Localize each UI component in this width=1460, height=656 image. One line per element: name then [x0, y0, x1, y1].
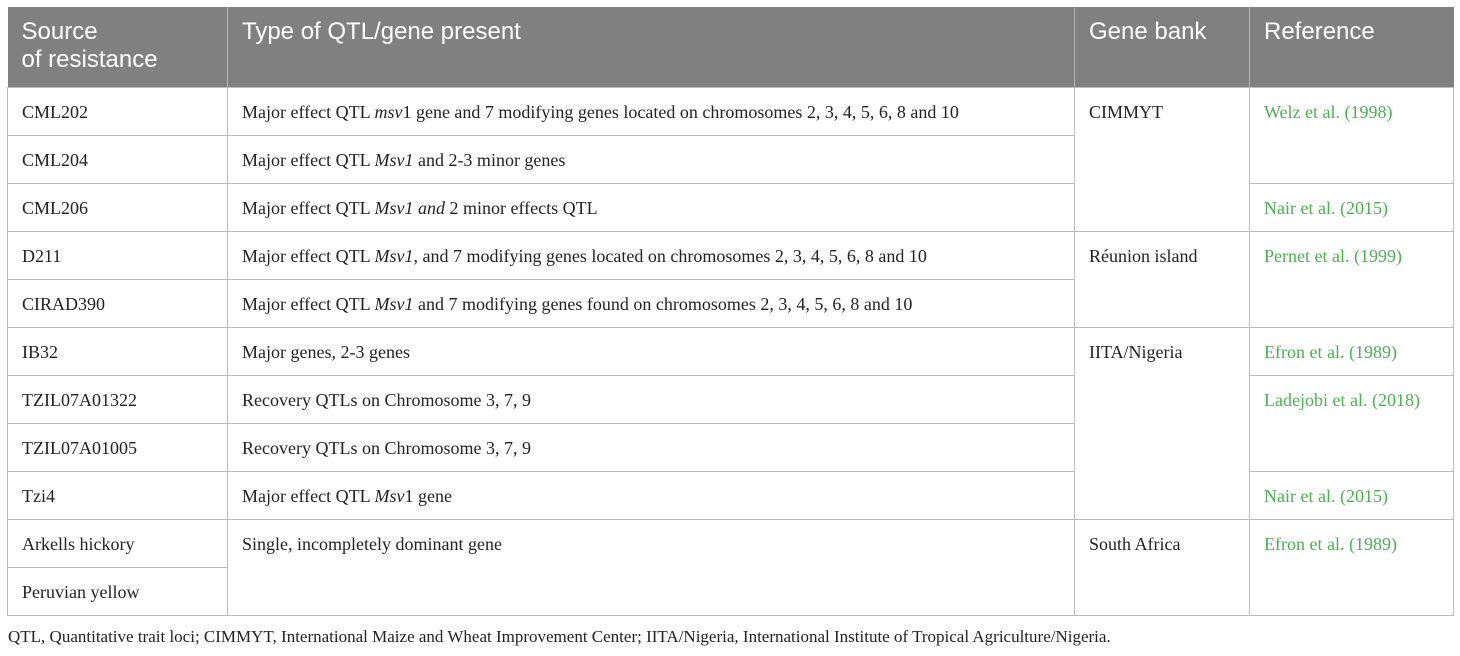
reference-link[interactable]: Efron et al. (1989) [1250, 327, 1454, 375]
type-cell: Single, incompletely dominant gene [228, 519, 1075, 615]
source-cell: CML202 [8, 87, 228, 135]
reference-link[interactable]: Nair et al. (2015) [1250, 183, 1454, 231]
gene-bank-cell: Réunion island [1075, 231, 1250, 327]
reference-link[interactable]: Efron et al. (1989) [1250, 519, 1454, 615]
header-reference: Reference [1250, 7, 1454, 87]
reference-link[interactable]: Nair et al. (2015) [1250, 471, 1454, 519]
source-cell: Peruvian yellow [8, 567, 228, 615]
source-cell: CIRAD390 [8, 279, 228, 327]
type-cell: Major effect QTL Msv1 gene [228, 471, 1075, 519]
type-cell: Major effect QTL Msv1 and 2-3 minor genes [228, 135, 1075, 183]
header-type: Type of QTL/gene present [228, 7, 1075, 87]
source-cell: Tzi4 [8, 471, 228, 519]
table-footnote: QTL, Quantitative trait loci; CIMMYT, International Maize and Wheat Improvement Center; IITA/Nigeria, International Institute of Tropical Agriculture/Nigeria. [8, 627, 1111, 646]
header-row [8, 7, 1454, 87]
reference-link[interactable]: Ladejobi et al. (2018) [1250, 375, 1454, 471]
source-cell: CML204 [8, 135, 228, 183]
reference-link[interactable]: Pernet et al. (1999) [1250, 231, 1454, 327]
resistance-table [7, 7, 1454, 616]
type-cell: Recovery QTLs on Chromosome 3, 7, 9 [228, 375, 1075, 423]
table-row [8, 519, 1454, 567]
type-cell: Major effect QTL msv1 gene and 7 modifying genes located on chromosomes 2, 3, 4, 5, 6, 8 and 10 [228, 87, 1075, 135]
type-cell: Recovery QTLs on Chromosome 3, 7, 9 [228, 423, 1075, 471]
header-source: Source of resistance [8, 7, 228, 87]
gene-bank-cell: CIMMYT [1075, 87, 1250, 231]
gene-bank-cell: IITA/Nigeria [1075, 327, 1250, 519]
source-cell: CML206 [8, 183, 228, 231]
source-cell: TZIL07A01322 [8, 375, 228, 423]
table-row [8, 87, 1454, 135]
type-cell: Major effect QTL Msv1, and 7 modifying genes located on chromosomes 2, 3, 4, 5, 6, 8 and 10 [228, 231, 1075, 279]
type-cell: Major genes, 2-3 genes [228, 327, 1075, 375]
header-gene-bank: Gene bank [1075, 7, 1250, 87]
source-cell: IB32 [8, 327, 228, 375]
table-row [8, 231, 1454, 279]
type-cell: Major effect QTL Msv1 and 2 minor effects QTL [228, 183, 1075, 231]
reference-link[interactable]: Welz et al. (1998) [1250, 87, 1454, 183]
table-row [8, 327, 1454, 375]
source-cell: Arkells hickory [8, 519, 228, 567]
source-cell: D211 [8, 231, 228, 279]
type-cell: Major effect QTL Msv1 and 7 modifying genes found on chromosomes 2, 3, 4, 5, 6, 8 and 10 [228, 279, 1075, 327]
gene-bank-cell: South Africa [1075, 519, 1250, 615]
source-cell: TZIL07A01005 [8, 423, 228, 471]
